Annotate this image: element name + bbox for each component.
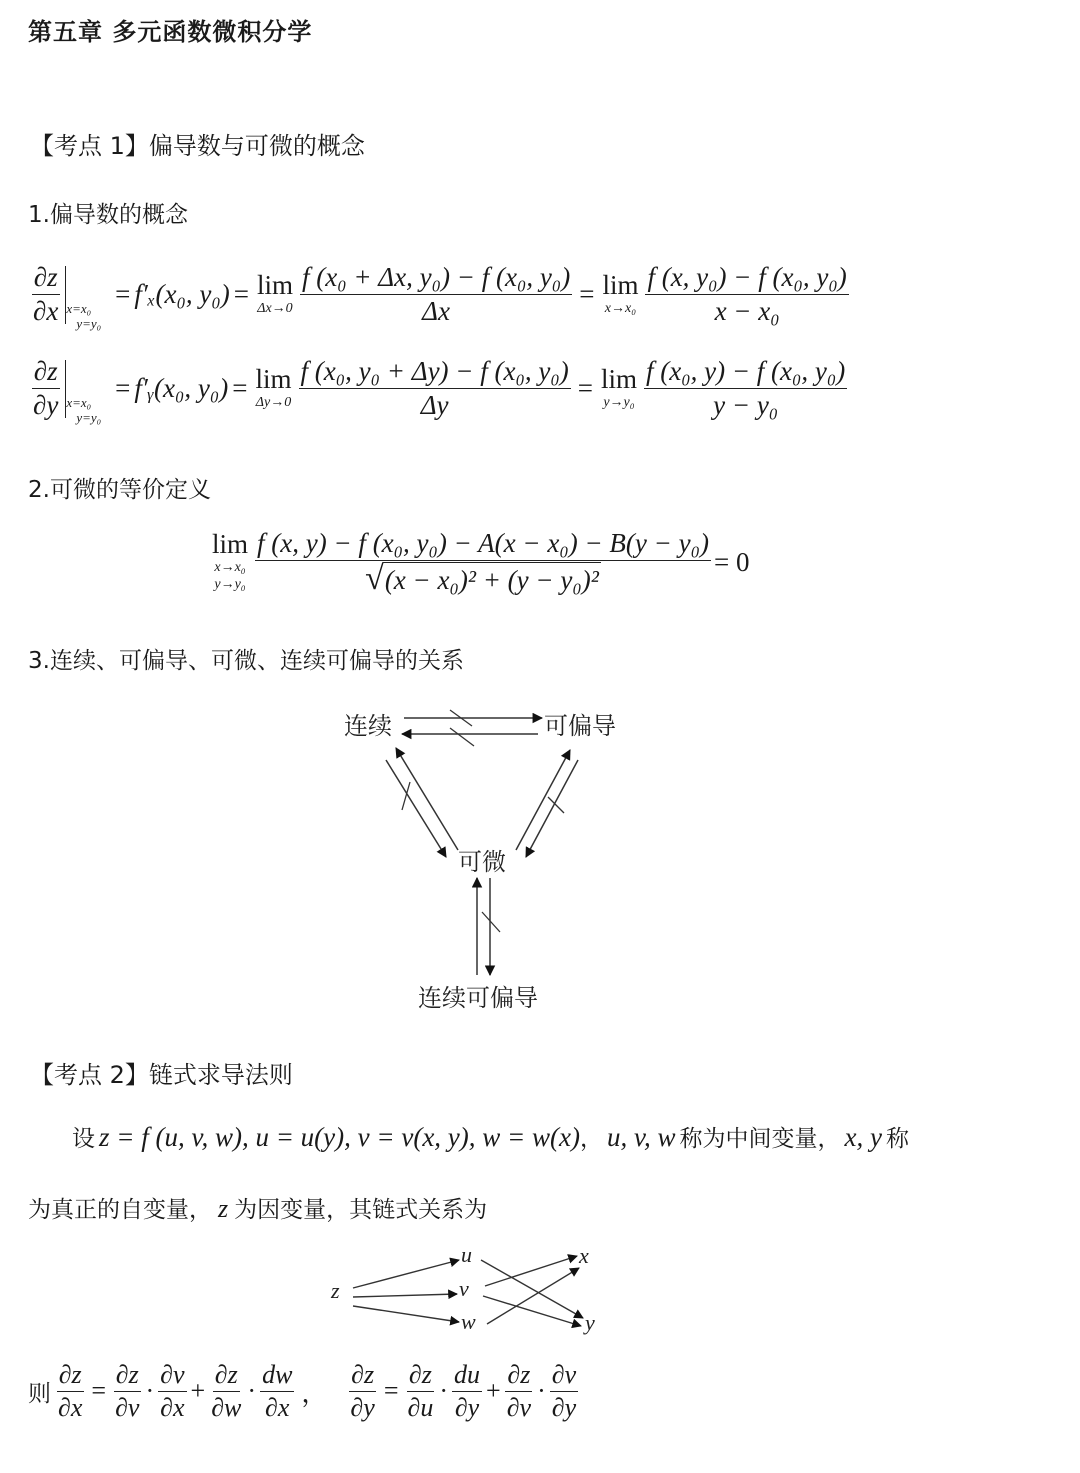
arrow-differentiable-to-partial bbox=[516, 750, 570, 850]
limit-operator: lim Δy→0 bbox=[255, 364, 292, 411]
subsection-differentiable: 2.可微的等价定义 bbox=[28, 477, 211, 503]
section-heading-point-2: 【考点 2】链式求导法则 bbox=[30, 1061, 293, 1089]
arrow-partial-to-differentiable bbox=[526, 760, 578, 857]
formula-partial-y: $\frac{\partial z}{\partial y}$ x=x₀ y=y₀ = f′ᵧ(x₀, y₀) = lim Δy→0 $\frac{\text{f (x₀, y₀ + Δy) − f (x₀, y₀)}}{\Delta y}$ = lim y→y₀ $\frac{\text{f (x₀, y) − f (x₀, y₀)}}{\text{y − y₀}}$ bbox=[28, 352, 850, 426]
node-w: w bbox=[461, 1309, 476, 1334]
chain-rule-intro-line-1: 设 z = f (u, v, w), u = u(y), v = v(x, y), w = w(x) ， u, v, w 称为中间变量， x, y 称 bbox=[72, 1122, 909, 1152]
edge-z-v bbox=[353, 1294, 457, 1297]
limit-operator: lim y→y₀ bbox=[600, 364, 637, 411]
partial-derivative-notation: f′ₓ(x₀, y₀) bbox=[134, 279, 230, 310]
partial-derivative-notation: f′ᵧ(x₀, y₀) bbox=[134, 373, 229, 404]
edge-v-y bbox=[483, 1296, 581, 1326]
lhs-fraction: $\frac{\partial z}{\partial y}$ bbox=[33, 356, 59, 421]
node-z: z bbox=[331, 1278, 340, 1303]
chain-diagram bbox=[325, 1240, 615, 1340]
difference-quotient: $\frac{\text{f (x₀, y₀ + Δy) − f (x₀, y₀)}}{\Delta y}$ bbox=[300, 356, 569, 421]
chain-rule-result: 则 $\frac{\partial z}{\partial x}$ = $\frac{\partial z}{\partial v}$ · $\frac{\partial v}{\partial x}$ + $\frac{\partial z}{\partial w}$ · $\frac{dw}{\partial x}$ ， $\frac{\partial z}{\partial y}$ = $\frac{\partial z}{\partial u}$ · $\frac{du}{\partial y}$ + $\frac{\partial z}{\partial v}$ · $\frac{\partial v}{\partial y}$ bbox=[28, 1360, 577, 1422]
node-differentiable: 可微 bbox=[458, 848, 506, 876]
subsection-partial-derivative: 1.偏导数的概念 bbox=[28, 202, 188, 228]
node-u: u bbox=[461, 1242, 472, 1267]
chapter-title: 第五章 多元函数微积分学 bbox=[28, 18, 313, 46]
edge-v-x bbox=[485, 1256, 577, 1286]
negation-slash bbox=[450, 728, 474, 746]
node-v: v bbox=[459, 1276, 469, 1301]
edge-w-x bbox=[487, 1268, 579, 1324]
difference-quotient-alt: $\frac{\text{f (x, y₀) − f (x₀, y₀)}}{\text{x − x₀}}$ bbox=[647, 262, 847, 327]
node-x: x bbox=[579, 1243, 589, 1268]
formula-differentiability: lim x→x₀ y→y₀ f (x, y) − f (x₀, y₀) − A(x − x₀) − B(y − y₀) √ (x − x₀)² + (y − y₀)² = 0 bbox=[212, 528, 750, 598]
square-root: √ (x − x₀)² + (y − y₀)² bbox=[365, 560, 599, 598]
intro-formula: z = f (u, v, w), u = u(y), v = v(x, y), w = w(x) bbox=[99, 1122, 580, 1152]
formula-partial-x: $\frac{\partial z}{\partial x}$ x=x₀ y=y₀ = f′ₓ(x₀, y₀) = lim Δx→0 $\frac{\text{f (x₀ + Δx, y₀) − f (x₀, y₀)}}{\Delta x}$ = lim x→x₀ $\frac{\text{f (x, y₀) − f (x₀, y₀)}}{\text{x − x₀}}$ bbox=[28, 258, 852, 332]
node-continuous: 连续 bbox=[344, 712, 392, 740]
difference-quotient: $\frac{\text{f (x₀ + Δx, y₀) − f (x₀, y₀)}}{\Delta x}$ bbox=[301, 262, 571, 327]
differentiability-quotient: f (x, y) − f (x₀, y₀) − A(x − x₀) − B(y − y₀) √ (x − x₀)² + (y − y₀)² bbox=[257, 528, 709, 598]
evaluation-bar: x=x₀ y=y₀ bbox=[63, 352, 111, 426]
lhs-fraction: $\frac{\partial z}{\partial x}$ bbox=[33, 262, 59, 327]
subsection-relations: 3.连续、可偏导、可微、连续可偏导的关系 bbox=[28, 648, 464, 674]
node-continuous-partial: 连续可偏导 bbox=[418, 984, 538, 1012]
negation-slash bbox=[482, 912, 500, 932]
edge-z-u bbox=[353, 1260, 459, 1288]
edge-z-w bbox=[353, 1306, 459, 1322]
limit-operator: lim x→x₀ bbox=[602, 270, 639, 317]
node-y: y bbox=[585, 1310, 595, 1335]
chain-rule-intro-line-2: 为真正的自变量， z 为因变量，其链式关系为 bbox=[28, 1194, 488, 1223]
evaluation-bar: x=x₀ y=y₀ bbox=[63, 258, 111, 332]
edge-u-y bbox=[481, 1260, 583, 1318]
node-partial: 可偏导 bbox=[544, 712, 616, 740]
section-heading-point-1: 【考点 1】偏导数与可微的概念 bbox=[30, 132, 365, 160]
relation-diagram bbox=[330, 700, 650, 1030]
limit-operator: lim x→x₀ y→y₀ bbox=[212, 529, 249, 592]
arrow-continuous-to-differentiable bbox=[386, 760, 446, 857]
difference-quotient-alt: $\frac{\text{f (x₀, y) − f (x₀, y₀)}}{\text{y − y₀}}$ bbox=[646, 356, 846, 421]
limit-operator: lim Δx→0 bbox=[256, 270, 293, 317]
